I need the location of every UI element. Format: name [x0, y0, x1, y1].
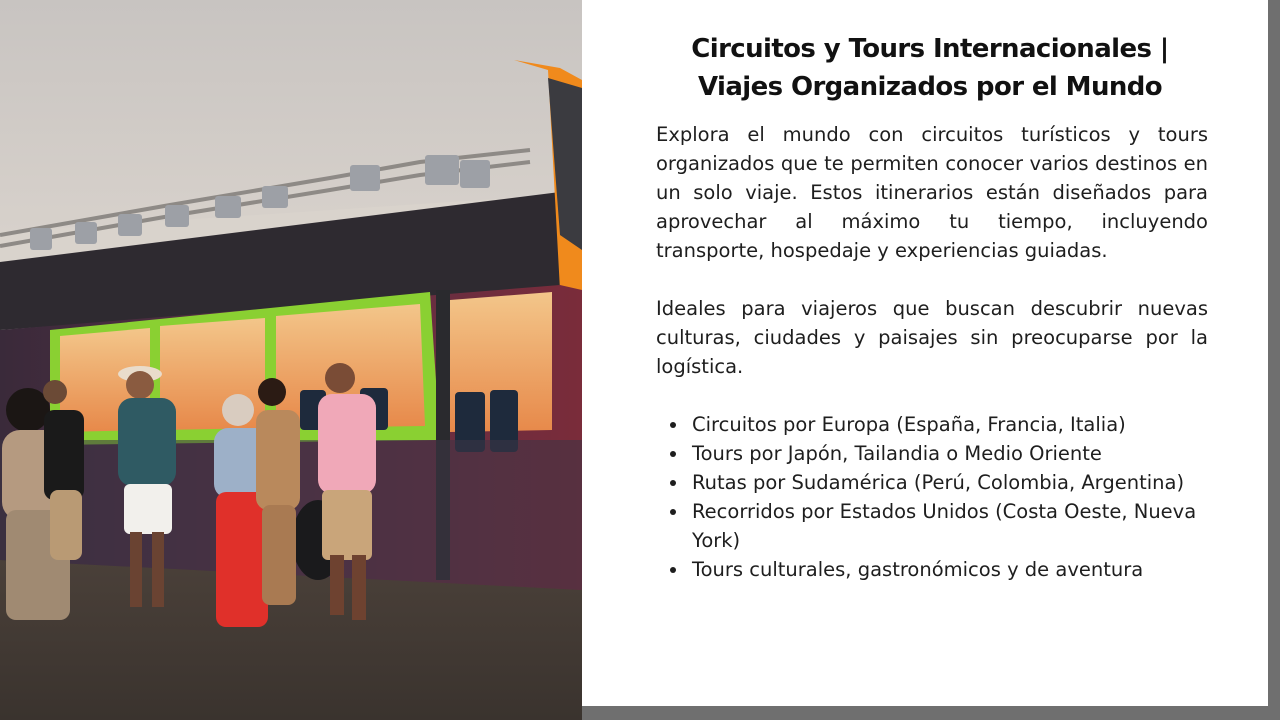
- list-item: Circuitos por Europa (España, Francia, Italia): [692, 410, 1208, 439]
- tour-bus-photo: [0, 0, 582, 720]
- intro-paragraph: Explora el mundo con circuitos turísticos y tours organizados que te permiten conocer varios destinos en un solo viaje. Estos itinerarios están diseñados para aprovechar al máximo tu tiempo, incluyendo transporte, hospedaje y experiencias guiadas.: [656, 123, 1208, 262]
- page-title: [654, 30, 1206, 106]
- list-item: Rutas por Sudamérica (Perú, Colombia, Argentina): [692, 468, 1208, 497]
- title-line-2: Viajes Organizados por el Mundo: [697, 72, 1163, 102]
- content-card: [582, 0, 1268, 706]
- bus-illustration: [0, 0, 582, 720]
- tours-list: [656, 410, 1208, 584]
- list-item: Recorridos por Estados Unidos (Costa Oeste, Nueva York): [692, 497, 1208, 555]
- list-item: Tours culturales, gastronómicos y de aventura: [692, 555, 1208, 584]
- title-line-1: Circuitos y Tours Internacionales |: [691, 34, 1169, 64]
- ideal-for-paragraph: Ideales para viajeros que buscan descubrir nuevas culturas, ciudades y paisajes sin preocuparse por la logística.: [656, 297, 1208, 378]
- list-item: Tours por Japón, Tailandia o Medio Oriente: [692, 439, 1208, 468]
